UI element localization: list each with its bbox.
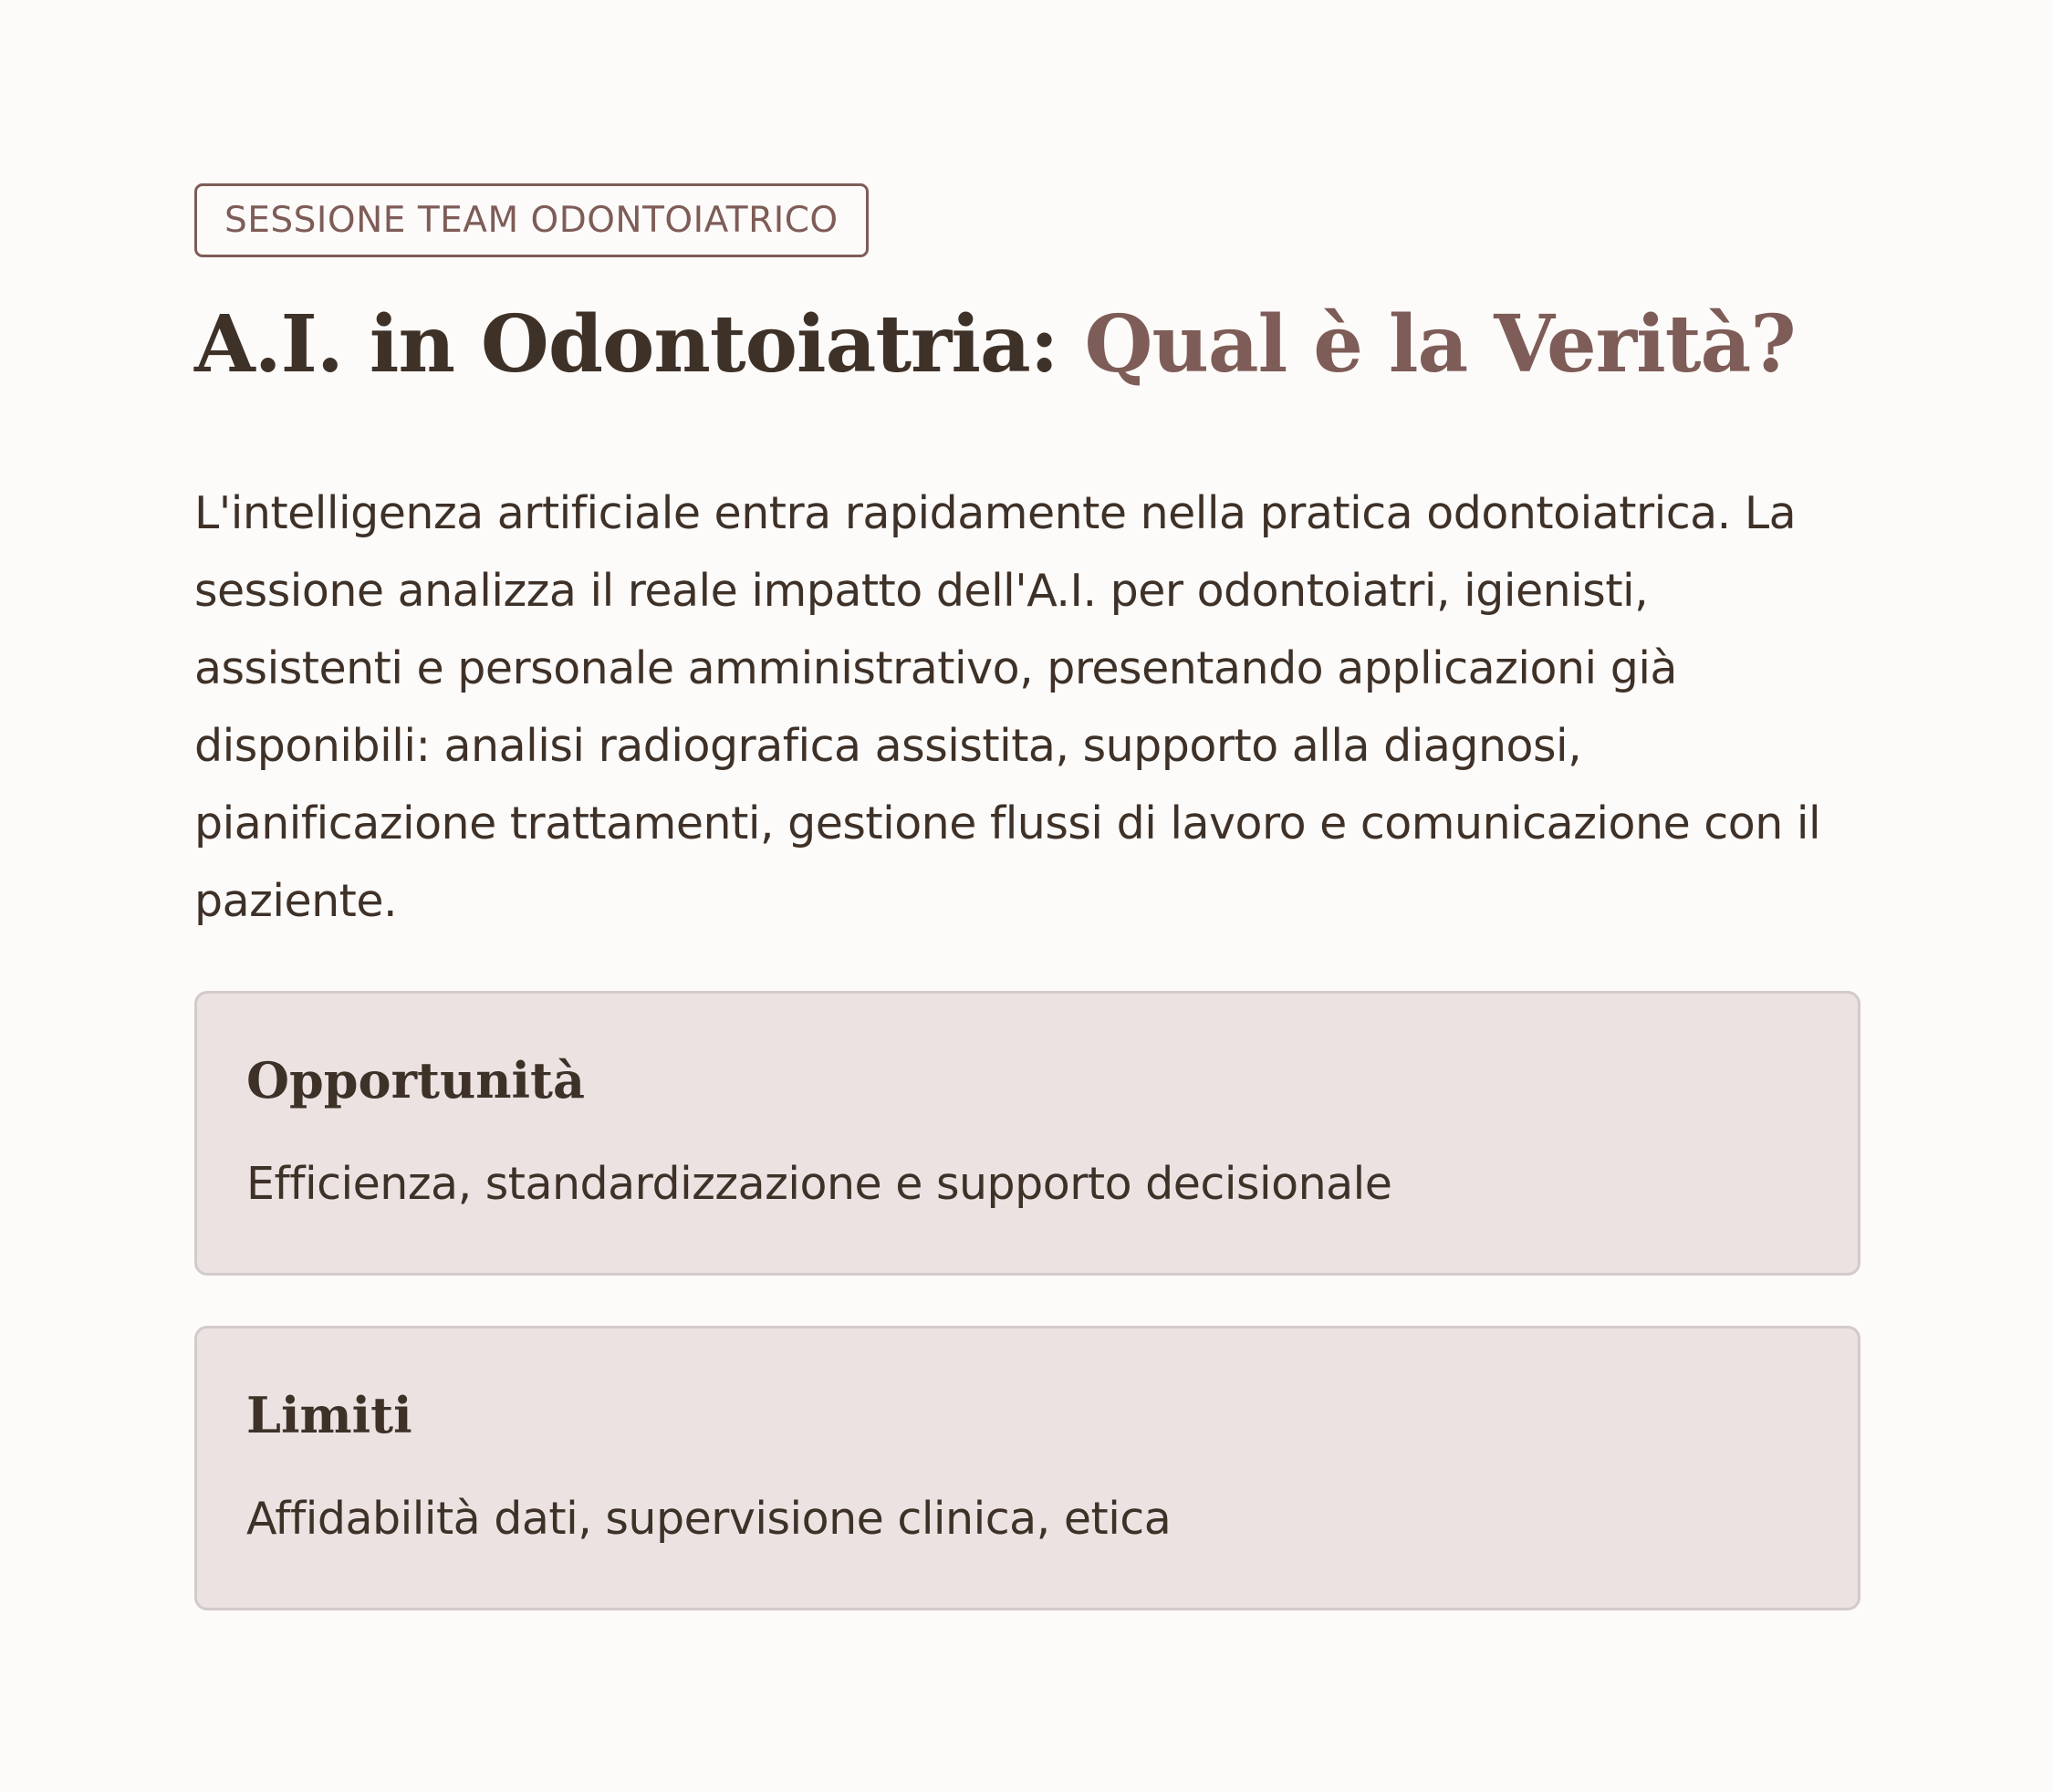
session-content (194, 183, 1860, 1610)
limits-text: Affidabilità dati, supervisione clinica, etica (246, 1493, 1172, 1545)
limits-card (194, 1326, 1860, 1610)
opportunities-text: Efficienza, standardizzazione e supporto decisionale (246, 1158, 1392, 1210)
intro-paragraph: L'intelligenza artificiale entra rapidamente nella pratica odontoiatrica. La sessione analizza il reale impatto dell'A.I. per odontoiatri, igienisti, assistenti e personale amministrativo, presentando applicazioni già disponibili: analisi radiografica assistita, supporto alla diagnosi, pianificazione trattamenti, gestione flussi di lavoro e comunicazione con il paziente. (194, 487, 1821, 927)
limits-title: Limiti (246, 1386, 412, 1444)
page-title (194, 299, 1860, 391)
title-main: A.I. in Odontoiatria: (194, 298, 1058, 391)
opportunities-card (194, 991, 1860, 1276)
title-accent: Qual è la Verità? (1084, 298, 1796, 391)
session-tag: SESSIONE TEAM ODONTOIATRICO (194, 183, 869, 257)
opportunities-title: Opportunità (246, 1051, 585, 1110)
